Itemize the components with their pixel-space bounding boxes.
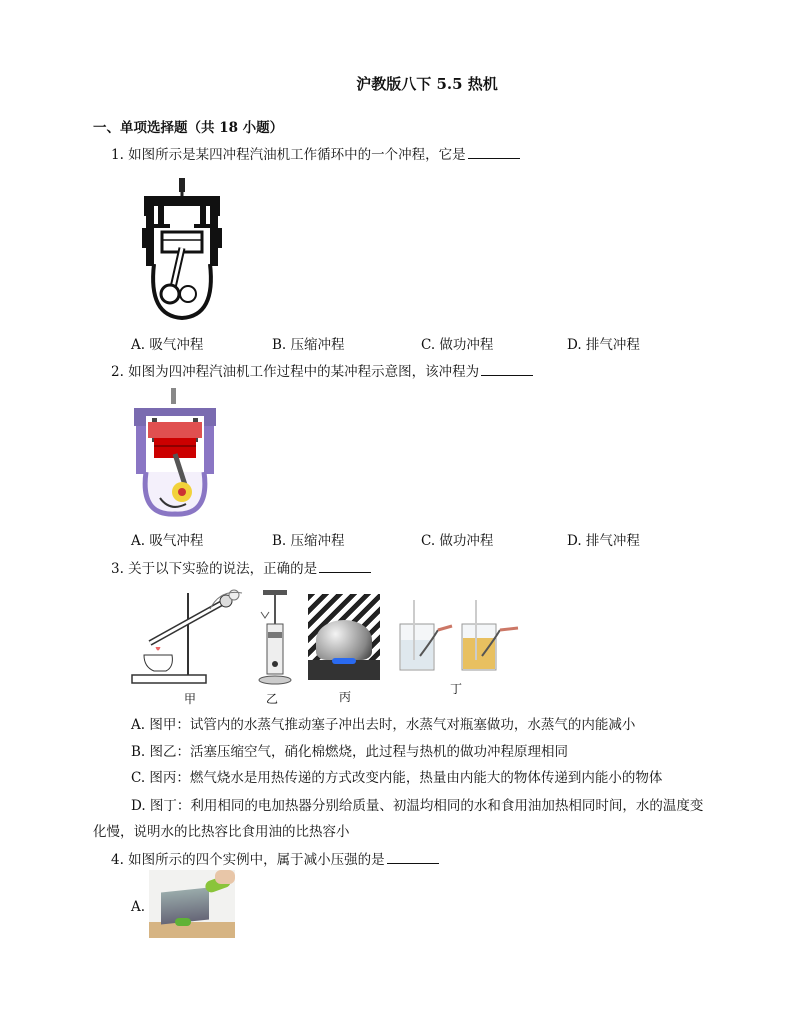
question-1-option-d[interactable]: D. 排气冲程 (567, 337, 640, 353)
experiment-figure-ding (398, 600, 524, 676)
question-3-option-a[interactable]: A. 图甲：试管内的水蒸气推动塞子冲出去时，水蒸气对瓶塞做功，水蒸气的内能减小 (131, 717, 636, 733)
question-1-text: 1. 如图所示是某四冲程汽油机工作循环中的一个冲程，它是 (111, 147, 466, 163)
question-2-text: 2. 如图为四冲程汽油机工作过程中的某冲程示意图，该冲程为 (111, 364, 480, 380)
question-1-option-c[interactable]: C. 做功冲程 (421, 337, 494, 353)
question-2-option-b[interactable]: B. 压缩冲程 (272, 533, 345, 549)
engine-diagram-2 (130, 388, 220, 518)
cleaver-photo (149, 870, 235, 938)
question-4-stem (111, 848, 439, 868)
caption-bing: 丙 (339, 690, 352, 704)
caption-jia: 甲 (184, 692, 197, 706)
question-3-option-c[interactable]: C. 图丙：燃气烧水是用热传递的方式改变内能，热量由内能大的物体传递到内能小的物体 (131, 770, 663, 786)
experiment-photo-bing (308, 594, 380, 680)
question-2-option-d[interactable]: D. 排气冲程 (567, 533, 640, 549)
question-4-option-a[interactable]: A. (131, 899, 146, 915)
caption-yi: 乙 (266, 692, 279, 706)
experiment-figure-jia (130, 585, 245, 685)
question-3-option-d[interactable]: D. 图丁：利用相同的电加热器分别给质量、初温均相同的水和食用油加热相同时间，水的温度变化慢，说明水的比热容比食用油的比热容小 (93, 798, 704, 840)
experiment-figure-yi (255, 588, 295, 688)
engine-diagram-1 (140, 176, 224, 321)
question-2-option-c[interactable]: C. 做功冲程 (421, 533, 494, 549)
question-1-option-b[interactable]: B. 压缩冲程 (272, 337, 345, 353)
answer-blank (387, 862, 439, 864)
question-1-stem (111, 143, 520, 163)
section-heading: 一、单项选择题（共 18 小题） (93, 120, 284, 136)
question-2-option-a[interactable]: A. 吸气冲程 (131, 533, 204, 549)
answer-blank (319, 571, 371, 573)
question-3-stem (111, 557, 371, 577)
page-title: 沪教版八下 5.5 热机 (356, 75, 498, 93)
question-3-text: 3. 关于以下实验的说法，正确的是 (111, 561, 318, 577)
question-2-stem (111, 360, 533, 380)
answer-blank (481, 374, 533, 376)
caption-ding: 丁 (450, 682, 463, 696)
answer-blank (468, 157, 520, 159)
question-4-text: 4. 如图所示的四个实例中，属于减小压强的是 (111, 852, 385, 868)
question-3-option-b[interactable]: B. 图乙：活塞压缩空气，硝化棉燃烧，此过程与热机的做功冲程原理相同 (131, 744, 569, 760)
question-1-option-a[interactable]: A. 吸气冲程 (131, 337, 204, 353)
